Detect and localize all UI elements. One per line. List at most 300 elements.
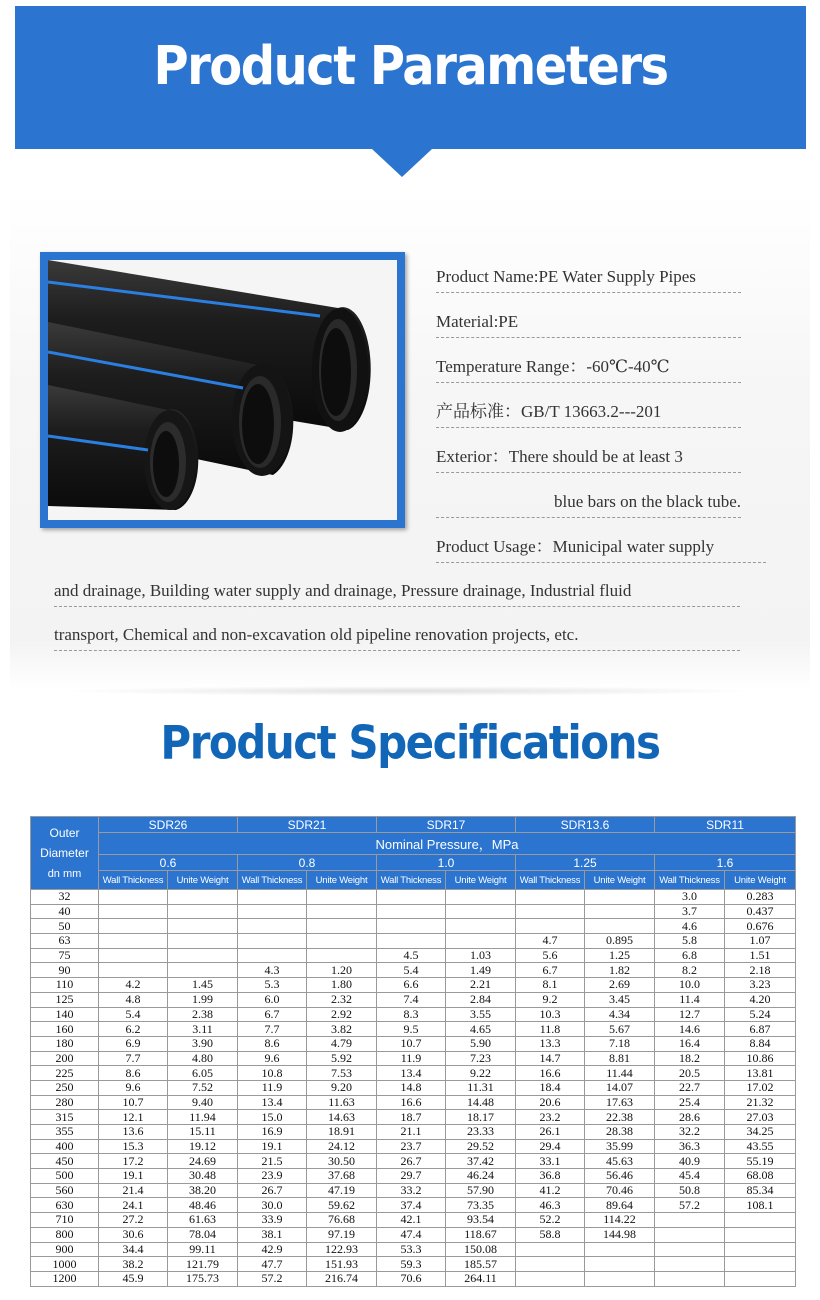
unit-weight-cell: 0.283 xyxy=(725,890,796,905)
unit-weight-cell xyxy=(725,1257,796,1272)
unit-weight-cell: 70.46 xyxy=(585,1183,655,1198)
unit-weight-cell: 0.895 xyxy=(585,934,655,949)
unit-weight-cell: 3.82 xyxy=(307,1022,377,1037)
wall-thickness-cell: 6.7 xyxy=(516,963,585,978)
unit-weight-cell: 4.79 xyxy=(307,1036,377,1051)
unit-weight-cell xyxy=(725,1227,796,1242)
wall-thickness-cell: 8.1 xyxy=(516,978,585,993)
outer-diameter-cell: 125 xyxy=(31,992,99,1007)
wall-thickness-cell: 38.1 xyxy=(238,1227,307,1242)
wall-thickness-cell: 13.4 xyxy=(238,1095,307,1110)
outer-diameter-cell: 250 xyxy=(31,1080,99,1095)
unit-weight-cell: 118.67 xyxy=(446,1227,516,1242)
product-standard: 产品标准：GB/T 13663.2---201 xyxy=(436,397,741,428)
wall-thickness-cell: 36.8 xyxy=(516,1169,585,1184)
unit-weight-cell xyxy=(307,919,377,934)
unit-weight-cell xyxy=(725,1242,796,1257)
wall-thickness-cell: 46.3 xyxy=(516,1198,585,1213)
unit-weight-cell: 18.91 xyxy=(307,1125,377,1140)
unit-weight-cell: 5.24 xyxy=(725,1007,796,1022)
specifications-table xyxy=(30,816,796,1287)
wall-thickness-cell: 29.7 xyxy=(377,1169,446,1184)
unit-weight-cell: 11.31 xyxy=(446,1080,516,1095)
unit-weight-cell xyxy=(725,1213,796,1228)
unit-weight-cell: 5.92 xyxy=(307,1051,377,1066)
wall-thickness-cell: 12.7 xyxy=(655,1007,725,1022)
table-row xyxy=(31,963,796,978)
wall-thickness-cell: 8.2 xyxy=(655,963,725,978)
wall-thickness-cell: 12.1 xyxy=(99,1110,168,1125)
wall-thickness-cell: 4.8 xyxy=(99,992,168,1007)
wall-thickness-cell xyxy=(99,934,168,949)
wall-thickness-cell: 10.7 xyxy=(377,1036,446,1051)
unit-weight-cell: 48.46 xyxy=(168,1198,238,1213)
unit-weight-cell: 7.53 xyxy=(307,1066,377,1081)
unit-weight-cell: 43.55 xyxy=(725,1139,796,1154)
wall-thickness-cell: 9.2 xyxy=(516,992,585,1007)
unit-weight-cell: 14.63 xyxy=(307,1110,377,1125)
outer-diameter-cell: 63 xyxy=(31,934,99,949)
wall-thickness-cell xyxy=(238,934,307,949)
unit-weight-cell: 216.74 xyxy=(307,1271,377,1286)
unit-weight-cell: 121.79 xyxy=(168,1257,238,1272)
sdr-header: SDR13.6 xyxy=(516,817,655,833)
wall-thickness-cell: 21.5 xyxy=(238,1154,307,1169)
wall-thickness-cell: 5.8 xyxy=(655,934,725,949)
wall-thickness-cell xyxy=(238,948,307,963)
unit-weight-cell: 7.52 xyxy=(168,1080,238,1095)
wall-thickness-cell: 5.4 xyxy=(99,1007,168,1022)
unit-weight-cell: 1.82 xyxy=(585,963,655,978)
table-row xyxy=(31,948,796,963)
wall-thickness-cell: 38.2 xyxy=(99,1257,168,1272)
wall-thickness-cell: 14.7 xyxy=(516,1051,585,1066)
unit-weight-cell: 3.45 xyxy=(585,992,655,1007)
wall-thickness-cell: 5.4 xyxy=(377,963,446,978)
wall-thickness-cell: 19.1 xyxy=(99,1169,168,1184)
wall-thickness-cell: 15.3 xyxy=(99,1139,168,1154)
outer-diameter-cell: 710 xyxy=(31,1213,99,1228)
wall-thickness-cell: 4.6 xyxy=(655,919,725,934)
wall-thickness-cell: 16.6 xyxy=(516,1066,585,1081)
unit-weight-cell: 3.90 xyxy=(168,1036,238,1051)
wall-thickness-cell: 5.3 xyxy=(238,978,307,993)
unit-weight-cell xyxy=(725,1271,796,1286)
wall-thickness-cell: 58.8 xyxy=(516,1227,585,1242)
unit-weight-cell: 37.68 xyxy=(307,1169,377,1184)
table-row xyxy=(31,1066,796,1081)
specifications-table-body xyxy=(31,890,796,1287)
wall-thickness-cell: 29.4 xyxy=(516,1139,585,1154)
wall-thickness-cell xyxy=(99,904,168,919)
unit-weight-cell: 8.84 xyxy=(725,1036,796,1051)
wall-thickness-cell: 52.2 xyxy=(516,1213,585,1228)
unit-weight-cell xyxy=(585,890,655,905)
wall-thickness-cell: 47.4 xyxy=(377,1227,446,1242)
wall-thickness-cell xyxy=(655,1271,725,1286)
unit-weight-cell: 76.68 xyxy=(307,1213,377,1228)
unit-weight-cell: 7.23 xyxy=(446,1051,516,1066)
unit-weight-cell: 2.38 xyxy=(168,1007,238,1022)
wall-thickness-cell: 53.3 xyxy=(377,1242,446,1257)
unit-weight-cell: 46.24 xyxy=(446,1169,516,1184)
table-row xyxy=(31,978,796,993)
wall-thickness-cell: 42.9 xyxy=(238,1242,307,1257)
unit-weight-cell xyxy=(307,948,377,963)
unit-weight-cell: 11.63 xyxy=(307,1095,377,1110)
outer-diameter-cell: 450 xyxy=(31,1154,99,1169)
wall-thickness-cell: 4.3 xyxy=(238,963,307,978)
unit-weight-cell: 35.99 xyxy=(585,1139,655,1154)
outer-diameter-cell: 630 xyxy=(31,1198,99,1213)
wall-thickness-cell: 4.5 xyxy=(377,948,446,963)
unit-weight-cell: 7.18 xyxy=(585,1036,655,1051)
unit-weight-cell: 13.81 xyxy=(725,1066,796,1081)
table-row xyxy=(31,1095,796,1110)
unit-weight-cell xyxy=(585,1271,655,1286)
header-banner xyxy=(15,6,806,149)
unit-weight-cell: 93.54 xyxy=(446,1213,516,1228)
outer-diameter-cell: 355 xyxy=(31,1125,99,1140)
outer-diameter-cell: 140 xyxy=(31,1007,99,1022)
unit-weight-cell: 4.20 xyxy=(725,992,796,1007)
banner-title: Product Parameters xyxy=(153,34,668,98)
outer-diameter-cell: 40 xyxy=(31,904,99,919)
outer-diameter-cell: 32 xyxy=(31,890,99,905)
unit-weight-cell xyxy=(168,934,238,949)
table-row xyxy=(31,1022,796,1037)
sdr-header: SDR11 xyxy=(655,817,796,833)
usage-line-1: Product Usage：Municipal water supply xyxy=(436,532,766,563)
unit-weight-cell: 1.51 xyxy=(725,948,796,963)
unit-weight-cell: 2.69 xyxy=(585,978,655,993)
wall-thickness-cell: 33.1 xyxy=(516,1154,585,1169)
wall-thickness-cell: 59.3 xyxy=(377,1257,446,1272)
wall-thickness-cell xyxy=(238,904,307,919)
wall-thickness-cell: 33.2 xyxy=(377,1183,446,1198)
outer-diameter-cell: 160 xyxy=(31,1022,99,1037)
table-row xyxy=(31,934,796,949)
unit-weight-cell: 1.03 xyxy=(446,948,516,963)
outer-diameter-cell: 50 xyxy=(31,919,99,934)
exterior-line-1: Exterior：There should be at least 3 xyxy=(436,442,741,473)
unit-weight-cell: 1.07 xyxy=(725,934,796,949)
wall-thickness-cell xyxy=(516,919,585,934)
unit-weight-cell: 9.20 xyxy=(307,1080,377,1095)
wall-thickness-cell: 9.6 xyxy=(99,1080,168,1095)
unit-weight-cell xyxy=(168,919,238,934)
table-row xyxy=(31,1036,796,1051)
table-row xyxy=(31,1125,796,1140)
wall-thickness-cell xyxy=(377,904,446,919)
unit-weight-cell: 1.25 xyxy=(585,948,655,963)
unit-weight-cell: 28.38 xyxy=(585,1125,655,1140)
table-row xyxy=(31,1227,796,1242)
sdr-header: SDR26 xyxy=(99,817,238,833)
unit-weight-cell: 108.1 xyxy=(725,1198,796,1213)
wall-thickness-cell: 10.3 xyxy=(516,1007,585,1022)
pressure-header: 0.6 xyxy=(99,855,238,871)
wall-thickness-cell: 13.3 xyxy=(516,1036,585,1051)
table-row xyxy=(31,1242,796,1257)
unit-weight-cell xyxy=(585,919,655,934)
unit-weight-cell xyxy=(585,904,655,919)
outer-diameter-cell: 180 xyxy=(31,1036,99,1051)
wall-thickness-cell: 8.6 xyxy=(238,1036,307,1051)
specifications-title: Product Specifications xyxy=(160,715,660,770)
wall-thickness-cell: 7.7 xyxy=(99,1051,168,1066)
unit-weight-cell: 150.08 xyxy=(446,1242,516,1257)
table-row xyxy=(31,1198,796,1213)
unit-weight-cell: 56.46 xyxy=(585,1169,655,1184)
wall-thickness-cell: 3.0 xyxy=(655,890,725,905)
wall-thickness-cell: 3.7 xyxy=(655,904,725,919)
unit-weight-cell: 85.34 xyxy=(725,1183,796,1198)
wall-thickness-cell xyxy=(655,1213,725,1228)
unit-weight-cell: 6.05 xyxy=(168,1066,238,1081)
unit-weight-cell: 59.62 xyxy=(307,1198,377,1213)
wall-thickness-cell: 6.9 xyxy=(99,1036,168,1051)
table-row xyxy=(31,1139,796,1154)
unit-weight-cell: 78.04 xyxy=(168,1227,238,1242)
wall-thickness-cell: 26.7 xyxy=(238,1183,307,1198)
wall-thickness-cell xyxy=(516,1257,585,1272)
table-row xyxy=(31,890,796,905)
table-row xyxy=(31,919,796,934)
wall-thickness-cell: 18.2 xyxy=(655,1051,725,1066)
unit-weight-cell: 47.19 xyxy=(307,1183,377,1198)
wall-thickness-cell: 6.8 xyxy=(655,948,725,963)
pressure-header: 1.0 xyxy=(377,855,516,871)
wall-thickness-cell: 25.4 xyxy=(655,1095,725,1110)
product-name: Product Name:PE Water Supply Pipes xyxy=(436,262,741,293)
unit-weight-cell: 24.69 xyxy=(168,1154,238,1169)
wall-thickness-cell: 32.2 xyxy=(655,1125,725,1140)
unit-weight-cell: 97.19 xyxy=(307,1227,377,1242)
wall-thickness-cell: 11.4 xyxy=(655,992,725,1007)
unit-weight-header: Unite Weight xyxy=(307,871,377,890)
unit-weight-cell: 144.98 xyxy=(585,1227,655,1242)
unit-weight-cell: 4.65 xyxy=(446,1022,516,1037)
wall-thickness-cell xyxy=(655,1227,725,1242)
pressure-header: 0.8 xyxy=(238,855,377,871)
wall-thickness-cell: 6.6 xyxy=(377,978,446,993)
wall-thickness-cell: 45.4 xyxy=(655,1169,725,1184)
table-row xyxy=(31,1154,796,1169)
unit-weight-cell xyxy=(446,919,516,934)
product-material: Material:PE xyxy=(436,307,741,338)
unit-weight-cell: 5.90 xyxy=(446,1036,516,1051)
usage-line-3: transport, Chemical and non-excavation old pipeline renovation projects, etc. xyxy=(54,620,740,651)
wall-thickness-cell: 14.8 xyxy=(377,1080,446,1095)
wall-thickness-header: Wall Thickness xyxy=(238,871,307,890)
wall-thickness-cell xyxy=(516,890,585,905)
table-row xyxy=(31,1169,796,1184)
outer-diameter-cell: 200 xyxy=(31,1051,99,1066)
unit-weight-cell: 3.23 xyxy=(725,978,796,993)
outer-diameter-cell: 560 xyxy=(31,1183,99,1198)
unit-weight-header: Unite Weight xyxy=(168,871,238,890)
wall-thickness-cell: 36.3 xyxy=(655,1139,725,1154)
wall-thickness-cell: 13.4 xyxy=(377,1066,446,1081)
product-photo-frame xyxy=(40,252,405,528)
wall-thickness-cell: 47.7 xyxy=(238,1257,307,1272)
unit-weight-cell: 15.11 xyxy=(168,1125,238,1140)
wall-thickness-cell: 11.8 xyxy=(516,1022,585,1037)
unit-weight-header: Unite Weight xyxy=(725,871,796,890)
wall-thickness-cell: 22.7 xyxy=(655,1080,725,1095)
unit-weight-cell: 21.32 xyxy=(725,1095,796,1110)
unit-weight-cell: 0.676 xyxy=(725,919,796,934)
wall-thickness-cell xyxy=(377,919,446,934)
unit-weight-cell: 30.50 xyxy=(307,1154,377,1169)
pipes-illustration xyxy=(48,260,397,520)
unit-weight-cell: 9.22 xyxy=(446,1066,516,1081)
wall-thickness-cell: 20.6 xyxy=(516,1095,585,1110)
wall-thickness-cell: 8.6 xyxy=(99,1066,168,1081)
unit-weight-cell: 1.80 xyxy=(307,978,377,993)
wall-thickness-cell: 70.6 xyxy=(377,1271,446,1286)
unit-weight-cell: 23.33 xyxy=(446,1125,516,1140)
unit-weight-cell: 2.21 xyxy=(446,978,516,993)
wall-thickness-cell: 6.0 xyxy=(238,992,307,1007)
nominal-pressure-header: Nominal Pressure，MPa xyxy=(99,833,796,855)
table-row xyxy=(31,1051,796,1066)
wall-thickness-cell: 23.2 xyxy=(516,1110,585,1125)
wall-thickness-cell xyxy=(238,919,307,934)
wall-thickness-cell: 21.1 xyxy=(377,1125,446,1140)
unit-weight-header: Unite Weight xyxy=(446,871,516,890)
wall-thickness-cell: 7.7 xyxy=(238,1022,307,1037)
wall-thickness-cell xyxy=(99,919,168,934)
outer-diameter-cell: 280 xyxy=(31,1095,99,1110)
unit-weight-cell: 37.42 xyxy=(446,1154,516,1169)
unit-weight-cell: 4.80 xyxy=(168,1051,238,1066)
wall-thickness-cell: 4.2 xyxy=(99,978,168,993)
unit-weight-cell: 4.34 xyxy=(585,1007,655,1022)
table-row xyxy=(31,1257,796,1272)
wall-thickness-cell: 57.2 xyxy=(655,1198,725,1213)
unit-weight-cell: 1.49 xyxy=(446,963,516,978)
outer-diameter-header: Outer Diameter dn mm xyxy=(31,817,99,890)
unit-weight-cell xyxy=(307,934,377,949)
exterior-line-2: blue bars on the black tube. xyxy=(436,487,741,518)
unit-weight-cell xyxy=(307,890,377,905)
unit-weight-cell: 38.20 xyxy=(168,1183,238,1198)
unit-weight-cell xyxy=(446,890,516,905)
wall-thickness-cell: 57.2 xyxy=(238,1271,307,1286)
wall-thickness-cell xyxy=(655,1242,725,1257)
unit-weight-cell xyxy=(585,1242,655,1257)
unit-weight-cell: 122.93 xyxy=(307,1242,377,1257)
wall-thickness-cell xyxy=(238,890,307,905)
wall-thickness-cell: 27.2 xyxy=(99,1213,168,1228)
unit-weight-cell: 3.55 xyxy=(446,1007,516,1022)
wall-thickness-cell xyxy=(99,948,168,963)
table-row xyxy=(31,1110,796,1125)
unit-weight-cell: 27.03 xyxy=(725,1110,796,1125)
wall-thickness-cell: 7.4 xyxy=(377,992,446,1007)
unit-weight-cell: 1.99 xyxy=(168,992,238,1007)
outer-diameter-cell: 75 xyxy=(31,948,99,963)
unit-weight-cell: 99.11 xyxy=(168,1242,238,1257)
unit-weight-cell: 151.93 xyxy=(307,1257,377,1272)
wall-thickness-cell: 17.2 xyxy=(99,1154,168,1169)
wall-thickness-cell: 24.1 xyxy=(99,1198,168,1213)
wall-thickness-cell: 8.3 xyxy=(377,1007,446,1022)
temperature-range: Temperature Range：-60℃-40℃ xyxy=(436,352,741,383)
unit-weight-cell xyxy=(307,904,377,919)
wall-thickness-cell: 10.7 xyxy=(99,1095,168,1110)
unit-weight-cell: 0.437 xyxy=(725,904,796,919)
unit-weight-cell: 17.63 xyxy=(585,1095,655,1110)
wall-thickness-cell xyxy=(655,1257,725,1272)
wall-thickness-cell: 50.8 xyxy=(655,1183,725,1198)
unit-weight-cell: 2.92 xyxy=(307,1007,377,1022)
wall-thickness-cell: 15.0 xyxy=(238,1110,307,1125)
unit-weight-cell xyxy=(585,1257,655,1272)
unit-weight-cell: 114.22 xyxy=(585,1213,655,1228)
wall-thickness-cell: 14.6 xyxy=(655,1022,725,1037)
unit-weight-cell: 5.67 xyxy=(585,1022,655,1037)
usage-line-2: and drainage, Building water supply and drainage, Pressure drainage, Industrial fluid xyxy=(54,576,740,607)
wall-thickness-header: Wall Thickness xyxy=(516,871,585,890)
wall-thickness-cell: 20.5 xyxy=(655,1066,725,1081)
wall-thickness-cell: 23.7 xyxy=(377,1139,446,1154)
unit-weight-cell: 22.38 xyxy=(585,1110,655,1125)
unit-weight-cell: 3.11 xyxy=(168,1022,238,1037)
unit-weight-cell: 8.81 xyxy=(585,1051,655,1066)
wall-thickness-cell: 6.7 xyxy=(238,1007,307,1022)
wall-thickness-cell: 40.9 xyxy=(655,1154,725,1169)
product-photo xyxy=(48,260,397,520)
wall-thickness-cell: 16.9 xyxy=(238,1125,307,1140)
wall-thickness-cell: 30.0 xyxy=(238,1198,307,1213)
sdr-header: SDR17 xyxy=(377,817,516,833)
wall-thickness-cell: 26.1 xyxy=(516,1125,585,1140)
outer-diameter-cell: 900 xyxy=(31,1242,99,1257)
unit-weight-cell: 30.48 xyxy=(168,1169,238,1184)
wall-thickness-cell xyxy=(516,1271,585,1286)
unit-weight-cell: 14.48 xyxy=(446,1095,516,1110)
unit-weight-cell: 89.64 xyxy=(585,1198,655,1213)
unit-weight-cell: 2.32 xyxy=(307,992,377,1007)
table-row xyxy=(31,1080,796,1095)
unit-weight-cell xyxy=(446,904,516,919)
unit-weight-cell: 175.73 xyxy=(168,1271,238,1286)
wall-thickness-cell: 21.4 xyxy=(99,1183,168,1198)
outer-diameter-cell: 315 xyxy=(31,1110,99,1125)
wall-thickness-cell: 26.7 xyxy=(377,1154,446,1169)
outer-diameter-cell: 1000 xyxy=(31,1257,99,1272)
section-divider-shadow xyxy=(60,686,760,696)
wall-thickness-cell xyxy=(99,963,168,978)
unit-weight-cell: 19.12 xyxy=(168,1139,238,1154)
outer-diameter-cell: 1200 xyxy=(31,1271,99,1286)
wall-thickness-cell: 23.9 xyxy=(238,1169,307,1184)
unit-weight-cell: 45.63 xyxy=(585,1154,655,1169)
wall-thickness-cell: 13.6 xyxy=(99,1125,168,1140)
wall-thickness-cell xyxy=(377,934,446,949)
wall-thickness-header: Wall Thickness xyxy=(99,871,168,890)
wall-thickness-cell: 28.6 xyxy=(655,1110,725,1125)
unit-weight-cell: 29.52 xyxy=(446,1139,516,1154)
unit-weight-cell: 10.86 xyxy=(725,1051,796,1066)
outer-diameter-cell: 110 xyxy=(31,978,99,993)
wall-thickness-header: Wall Thickness xyxy=(377,871,446,890)
unit-weight-cell xyxy=(446,934,516,949)
table-row xyxy=(31,1271,796,1286)
